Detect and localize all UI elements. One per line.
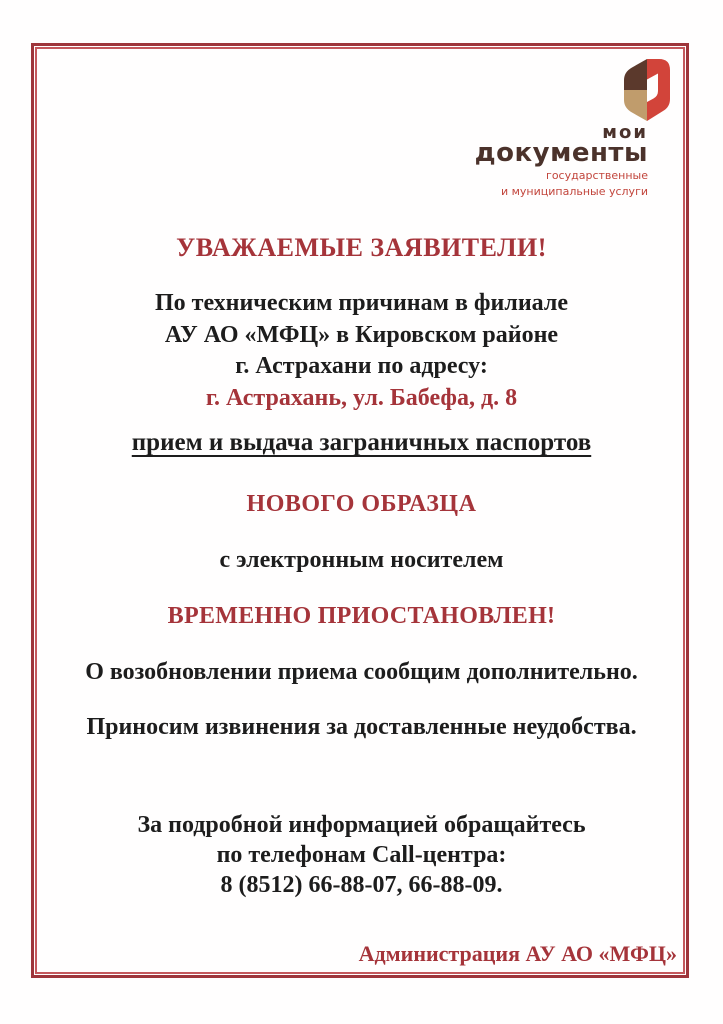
logo-text-block (475, 124, 648, 198)
intro-line-3: г. Астрахани по адресу: (235, 353, 488, 379)
service-type-line: НОВОГО ОБРАЗЦА (246, 491, 477, 517)
logo-tagline-line2: и муниципальные услуги (500, 185, 648, 198)
notice-title: УВАЖАЕМЫЕ ЗАЯВИТЕЛИ! (176, 233, 547, 262)
apology-line: Приносим извинения за доставленные неудобства. (86, 714, 637, 740)
intro-line-2: АУ АО «МФЦ» в Кировском районе (164, 321, 559, 348)
contact-line-2: по телефонам Call-центра: (216, 842, 507, 868)
emblem-tan-part (624, 90, 647, 121)
status-line: ВРЕМЕННО ПРИОСТАНОВЛЕН! (167, 603, 556, 629)
contact-phones: 8 (8512) 66-88-07, 66-88-09. (220, 872, 503, 898)
address-line: г. Астрахань, ул. Бабефа, д. 8 (205, 384, 518, 411)
emblem-dark-brown-part (624, 59, 647, 90)
moi-dokumenty-emblem-icon (619, 58, 675, 122)
logo-brand-dokumenty: документы (474, 138, 648, 168)
mfc-logo (475, 58, 675, 198)
service-underlined-line: прием и выдача заграничных паспортов (131, 429, 592, 456)
logo-brand-moi: мои (602, 122, 648, 143)
intro-line-1: По техническим причинам в филиале (155, 290, 568, 316)
signature-line: Администрация АУ АО «МФЦ» (358, 941, 677, 966)
resume-note-line: О возобновлении приема сообщим дополнительно. (85, 659, 638, 685)
intro-paragraph (0, 288, 723, 414)
contact-info (0, 810, 723, 900)
service-detail-line: с электронным носителем (219, 547, 504, 573)
contact-line-1: За подробной информацией обращайтесь (137, 812, 586, 838)
logo-tagline-line1: государственные (546, 169, 648, 182)
